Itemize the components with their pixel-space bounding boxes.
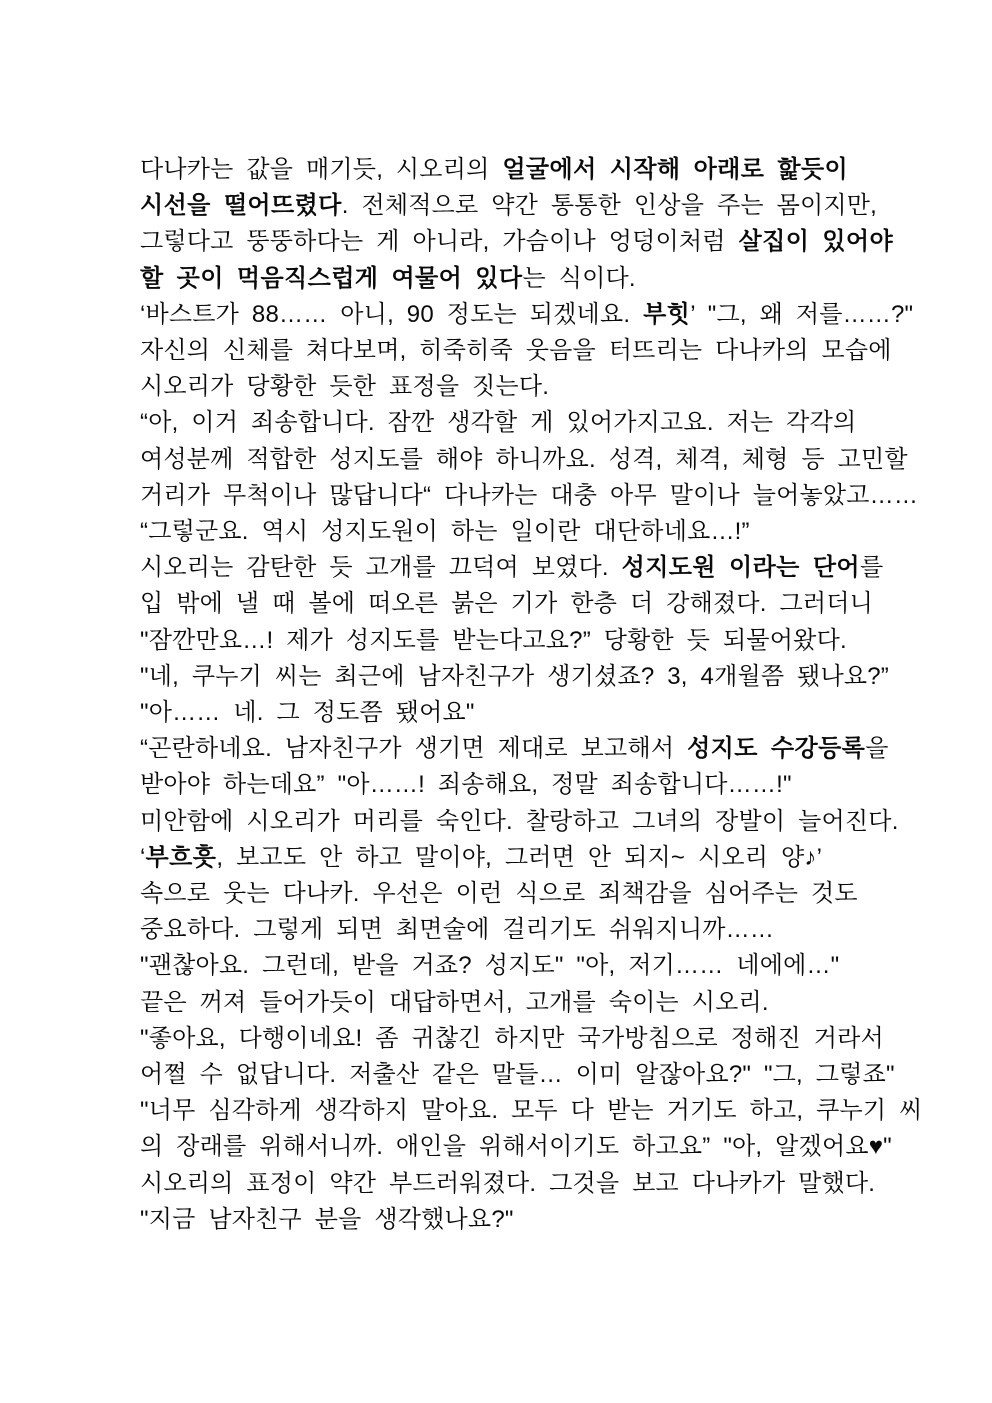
emphasized-text: 부힛 <box>643 300 691 328</box>
emphasized-text: 부흐흣 <box>145 843 217 871</box>
text-line <box>140 405 872 441</box>
text-line <box>140 731 889 767</box>
emphasized-text: 살집이 있어야 <box>738 228 894 256</box>
body-text: "괜찮아요. 그런데, 받을 거죠? 성지도" "아, 저기…… 네에에…" <box>140 952 840 980</box>
text-line <box>140 333 892 369</box>
body-text: 그렇다고 뚱뚱하다는 게 아니라, 가슴이나 엉덩이처럼 <box>140 228 739 256</box>
body-text: ’ "그, 왜 저를……?" <box>690 300 914 328</box>
body-text: 미안함에 시오리가 머리를 숙인다. 찰랑하고 그녀의 장발이 늘어진다. <box>140 807 899 835</box>
text-line <box>140 1129 892 1165</box>
body-text: 을 <box>865 735 889 763</box>
text-line <box>140 224 894 260</box>
text-line <box>140 840 872 876</box>
text-line <box>140 297 914 333</box>
text-line <box>140 152 872 188</box>
text-line <box>140 442 908 478</box>
text-line <box>140 478 919 514</box>
body-text: 를 <box>860 554 884 582</box>
emphasized-text: 시선을 떨어뜨렸다 <box>140 192 342 220</box>
body-text: "좋아요, 다행이네요! 좀 귀찮긴 하지만 국가방침으로 정해진 거라서 <box>140 1024 884 1052</box>
body-text: "네, 쿠누기 씨는 최근에 남자친구가 생기셨죠? 3, 4개월쯤 됐나요?” <box>140 662 889 690</box>
text-line <box>140 948 872 984</box>
emphasized-text: 성지도 수강등록 <box>687 735 866 763</box>
body-text: “곤란하네요. 남자친구가 생기면 제대로 보고해서 <box>140 735 688 763</box>
text-line <box>140 912 872 948</box>
text-line <box>140 1166 876 1202</box>
body-text: 입 밖에 낼 때 볼에 떠오른 붉은 기가 한층 더 강해졌다. 그러더니 <box>140 590 874 618</box>
body-text: 시오리의 표정이 약간 부드러워졌다. 그것을 보고 다나카가 말했다. <box>140 1169 876 1197</box>
emphasized-text: 얼굴에서 시작해 아래로 핥듯이 <box>502 156 849 183</box>
body-text: 속으로 웃는 다나카. 우선은 이런 식으로 죄책감을 심어주는 것도 <box>140 880 858 908</box>
text-line <box>140 623 872 659</box>
text-line <box>140 1021 884 1057</box>
body-text: "아…… 네. 그 정도쯤 됐어요" <box>140 699 475 727</box>
body-text: "너무 심각하게 생각하지 말아요. 모두 다 받는 거기도 하고, 쿠누기 씨 <box>140 1097 923 1125</box>
body-text: ‘ <box>140 843 146 871</box>
body-text: “아, 이거 죄송합니다. 잠깐 생각할 게 있어가지고요. 저는 각각의 <box>140 409 857 437</box>
text-line <box>140 767 872 803</box>
text-line <box>140 369 872 405</box>
body-text: 다나카는 값을 매기듯, 시오리의 <box>140 156 503 183</box>
text-line <box>140 261 872 297</box>
body-text: 는 식이다. <box>522 264 636 292</box>
body-text: . 전체적으로 약간 통통한 인상을 주는 몸이지만, <box>341 192 877 220</box>
body-text: 시오리는 감탄한 듯 고개를 끄덕여 보였다. <box>140 554 622 582</box>
text-line <box>140 1057 895 1093</box>
text-line <box>140 804 899 840</box>
body-text: 끝은 꺼져 들어가듯이 대답하면서, 고개를 숙이는 시오리. <box>140 988 769 1016</box>
text-line <box>140 1093 923 1129</box>
body-text: ‘바스트가 88…… 아니, 90 정도는 되겠네요. <box>140 300 644 328</box>
body-text: 받아야 하는데요” "아……! 죄송해요, 정말 죄송합니다……!" <box>140 771 792 799</box>
text-line <box>140 514 872 550</box>
body-text: 여성분께 적합한 성지도를 해야 하니까요. 성격, 체격, 체형 등 고민할 <box>140 445 908 473</box>
emphasized-text: 할 곳이 먹음직스럽게 여물어 있다 <box>140 264 523 292</box>
body-text: 중요하다. 그렇게 되면 최면술에 걸리기도 쉬워지니까…… <box>140 916 775 944</box>
text-line <box>140 695 872 731</box>
body-text: "잠깐만요…! 제가 성지도를 받는다고요?” 당황한 듯 되물어왔다. <box>140 626 847 654</box>
body-text: 거리가 무척이나 많답니다“ 다나카는 대충 아무 말이나 늘어놓았고…… <box>140 481 919 509</box>
body-text: "지금 남자친구 분을 생각했나요?" <box>140 1205 514 1233</box>
document-lines <box>140 152 923 1238</box>
text-line <box>140 876 872 912</box>
text-line <box>140 188 877 224</box>
text-line <box>140 1202 872 1238</box>
body-text: 어쩔 수 없답니다. 저출산 같은 말들… 이미 알잖아요?" "그, 그렇죠" <box>140 1061 895 1089</box>
text-line <box>140 586 872 622</box>
emphasized-text: 성지도원 이라는 단어 <box>621 554 861 582</box>
text-line <box>140 550 884 586</box>
body-text: “그렇군요. 역시 성지도원이 하는 일이란 대단하네요…!” <box>140 518 750 546</box>
text-line <box>140 985 872 1021</box>
body-text: 자신의 신체를 쳐다보며, 히죽히죽 웃음을 터뜨리는 다나카의 모습에 <box>140 337 892 365</box>
body-text: 시오리가 당황한 듯한 표정을 짓는다. <box>140 373 550 401</box>
body-text: , 보고도 안 하고 말이야, 그러면 안 되지~ 시오리 양♪’ <box>216 843 823 871</box>
body-text: 의 장래를 위해서니까. 애인을 위해서이기도 하고요” "아, 알겠어요♥" <box>140 1133 892 1161</box>
text-line <box>140 659 889 695</box>
